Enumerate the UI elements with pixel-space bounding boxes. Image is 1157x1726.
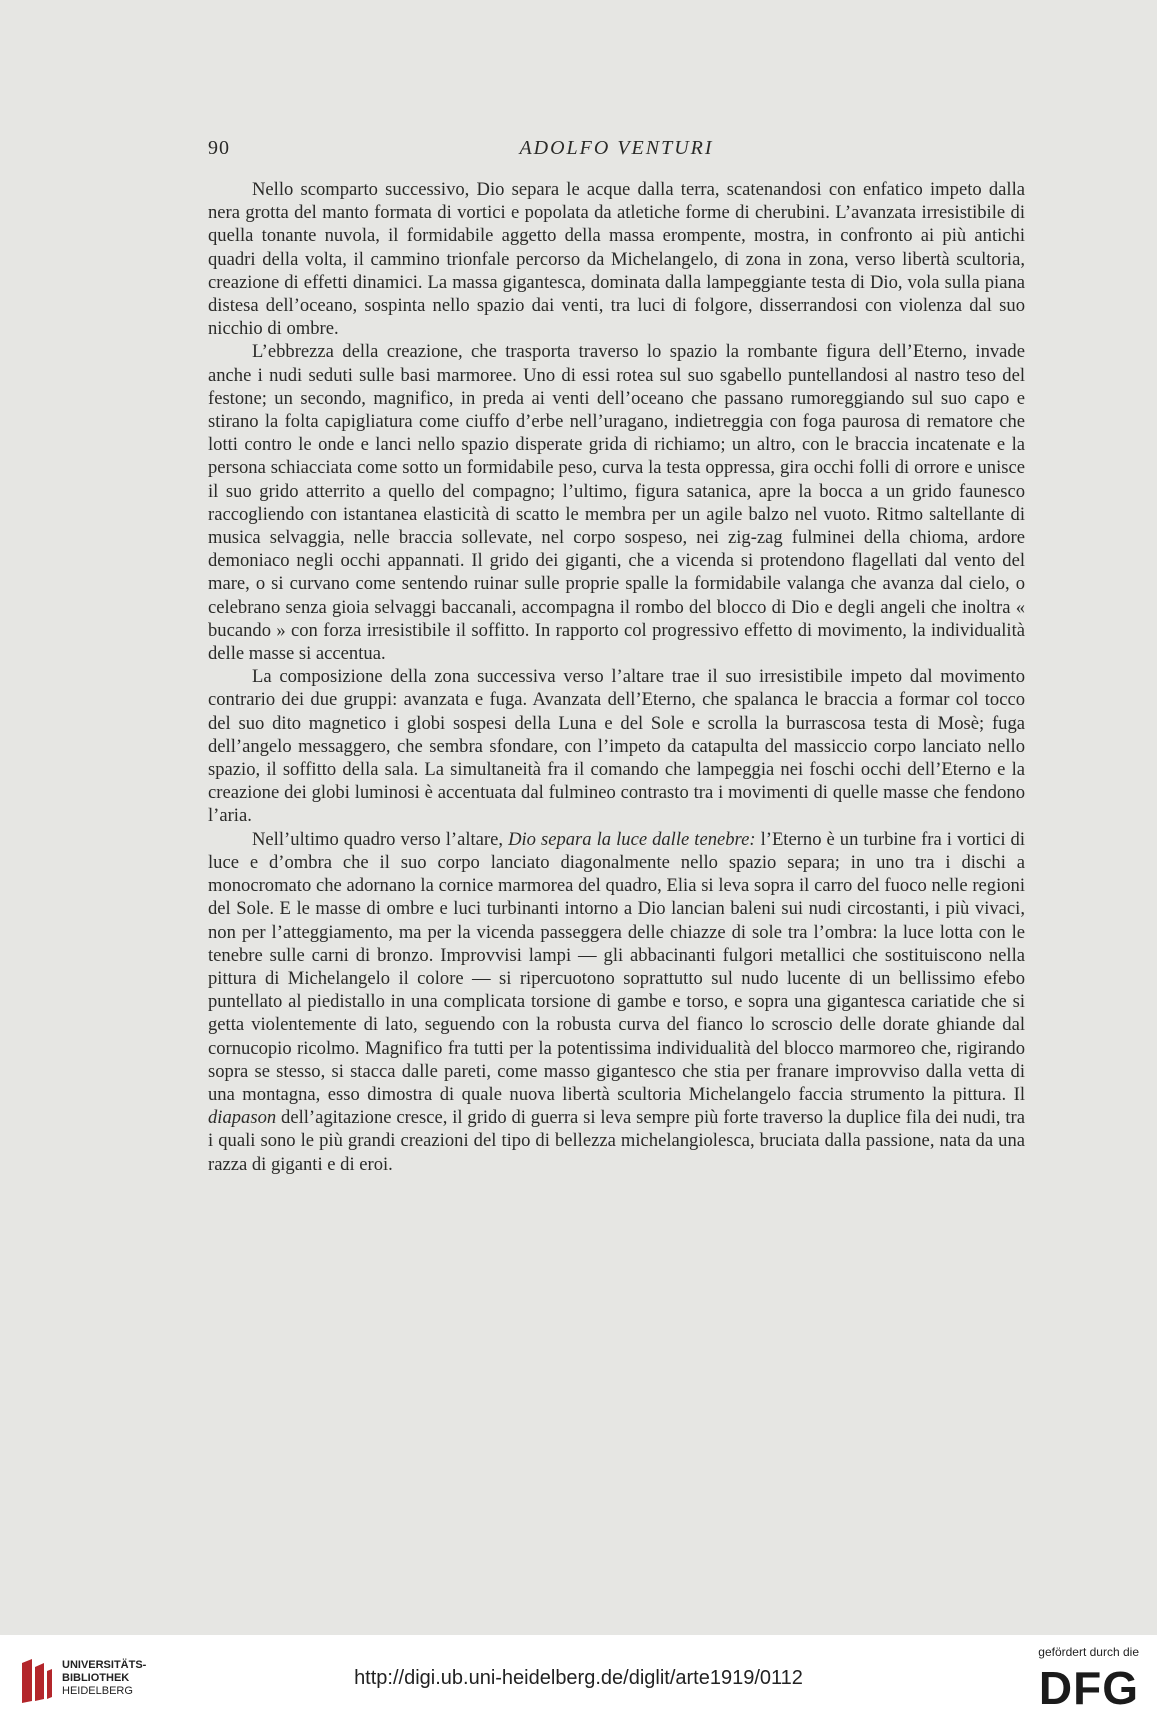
body-text [208,178,1025,1176]
artwork-title: Dio separa la luce dalle tenebre: [508,828,756,850]
text-run: Nell’ultimo quadro verso l’altare, [252,828,509,850]
dfg-logo: DFG [1038,1662,1139,1714]
funder-logo[interactable] [1007,1645,1139,1717]
running-head: ADOLFO VENTURI [519,137,714,159]
text-run: l’Eterno è un turbine fra i vortici di luce e d’ombra che il suo corpo lanciato diagonalmente nello spazio separa; in uno tra i dischi a monocromato che adornano la cornice marmorea del quadro, Elia si leva sopra il carro del fuoco nelle regioni del Sole. E le masse di ombre e luci turbinanti intorno a Dio lancian baleni sui nudi circostanti, i più vivaci, non per l’atteggiamento, ma per la vicenda passeggera delle chiazze di sole tra l’ombra: la luce lotta con le tenebre sulle carni di bronzo. Improvvisi lampi — gli abbacinanti fulgori metallici che sostituiscono nella pittura di Michelangelo il colore — si ripercuotono soprattutto sul nudo lucente di un bellissimo efebo puntellato al piedistallo in una complicata torsione di gambe e torso, e sopra una gigantesca cariatide che si getta violentemente di lato, seguendo con la robusta curva del fianco lo scroscio delle dorate ghiande dal cornucopio ricolmo. Magnifico fra tutti per la potentissima individualità del blocco marmoreo che, rigirando sopra se stesso, si stacca dalle pareti, come masso gigantesco che stia per franare improvviso dalla vetta di una montagna, esso dimostra di quale nuova libertà scultoria Michelangelo faccia strumento la pittura. Il [208,828,1025,1105]
italic-term: diapason [208,1107,277,1129]
paragraph [208,828,1025,1176]
paragraph: La composizione della zona successiva verso l’altare trae il suo irresistibile impeto dal movimento contrario dei due gruppi: avanzata e fuga. Avanzata dell’Eterno, che spalanca le braccia a formar col tocco del suo dito magnetico i globi sospesi della Luna e del Sole e scrolla la burrascosa testa di Mosè; fuga dell’angelo messaggero, che sembra sfondare, con l’impeto da catapulta del massiccio corpo lanciato nello spazio, il soffitto della sala. La simultaneità fra il comando che lampeggia nei foschi occhi dell’Eterno e la creazione dei globi luminosi è accentuata dal fulmineo contrasto tra i movimenti di quelle masse che fendono l’aria. [208,666,1025,827]
library-name-line: UNIVERSITÄTS- [62,1659,147,1671]
paragraph: L’ebbrezza della creazione, che trasporta traverso lo spazio la rombante figura dell’Eterno, invade anche i nudi seduti sulle basi marmoree. Uno di essi rotea sul suo sgabello puntellandosi al nastro teso del festone; un secondo, magnifico, in preda ai venti dell’oceano che passano rumoreggiando sul suo capo e stirano la folta capigliatura come ciuffo d’erbe nell’uragano, indietreggia con foga paurosa di rematore che lotti contro le onde e lanci nello spazio disperate grida di richiamo; un altro, con le braccia incatenate e la persona schiacciata come sotto un formidabile peso, curva la testa oppressa, gira occhi folli di orrore e unisce il suo grido atterrito a quello del compagno; l’ultimo, figura satanica, apre la bocca a un grido faunesco raccogliendo con istantanea elasticità di scatto le membra per un agile balzo nel vuoto. Ritmo saltellante di musica selvaggia, nelle braccia sollevate, nel corpo sospeso, nei zig-zag fulminei della chioma, ardore demoniaco negli occhi appannati. Il grido dei giganti, che a vicenda si protendono flagellati dal vento del mare, o si curvano come sentendo ruinar sulle proprie spalle la formidabile valanga che avanza dal cielo, o celebrano senza gioia selvaggi baccanali, accompagna il rombo del blocco di Dio e degli angeli che inoltra « bucando » con forza irresistibile il soffitto. In rapporto col progressivo effetto di movimento, la individualità delle masse si accentua. [208,341,1025,665]
text-run: dell’agitazione cresce, il grido di guerra si leva sempre più forte traverso la duplice fila dei nudi, tra i quali sono le più grandi creazioni del tipo di bellezza michelangiolesca, bruciata dalla passione, nata da una razza di giganti e di eroi. [208,1107,1025,1175]
page-number: 90 [208,137,230,159]
permalink-url[interactable]: http://digi.ub.uni-heidelberg.de/diglit/arte1919/0112 [354,1667,803,1689]
funding-caption: gefördert durch die [1038,1645,1139,1659]
library-name-line: BIBLIOTHEK [62,1672,130,1684]
library-name-line: HEIDELBERG [62,1685,133,1697]
paragraph: Nello scomparto successivo, Dio separa le acque dalla terra, scatenandosi con enfatico impeto dalla nera grotta del manto formata di vortici e popolata da atletiche forme di cherubini. L’avanzata irresistibile di quella tonante nuvola, il formidabile aggetto della massa erompente, mostra, in confronto ai più antichi quadri della volta, il cammino trionfale percorso da Michelangelo, di zona in zona, verso libertà scultoria, creazione di effetti dinamici. La massa gigantesca, dominata dalla lampeggiante testa di Dio, vola sulla piana distesa dell’oceano, sospinta nello spazio dai venti, tra luci di folgore, disserrandosi con violenza dal suo nicchio di ombre. [208,179,1025,340]
footer-bar [0,1635,1157,1726]
